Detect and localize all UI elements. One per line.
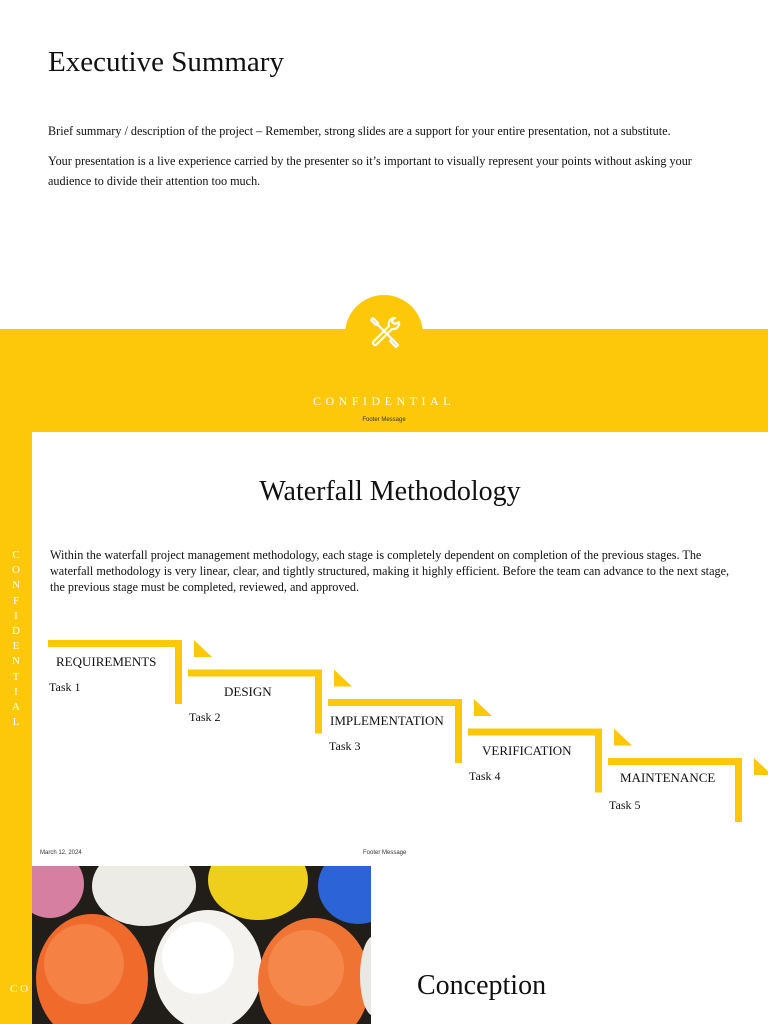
step-label: DESIGN xyxy=(224,683,272,699)
slide-title-waterfall: Waterfall Methodology xyxy=(259,476,521,507)
slide-date: March 12, 2024 xyxy=(40,850,82,856)
slide-title-conception: Conception xyxy=(417,970,547,1001)
task-label: Task 2 xyxy=(189,709,221,724)
step-label: MAINTENANCE xyxy=(620,770,716,785)
summary-paragraph-1: Brief summary / description of the project – Remember, strong slides are a support for your entire presentation, not a substitute. xyxy=(48,124,671,138)
slide-footer-message: Footer Message xyxy=(363,850,407,856)
step-label: VERIFICATION xyxy=(482,742,572,758)
side-confidential-partial: C O xyxy=(10,983,29,995)
task-label: Task 4 xyxy=(469,768,501,783)
tools-icon xyxy=(364,313,404,349)
task-label: Task 1 xyxy=(49,680,81,694)
confidential-label: CONFIDENTIAL xyxy=(313,394,455,408)
waterfall-description: Within the waterfall project management methodology, each stage is completely dependent on completion of the previous stages. The waterfall methodology is very linear, clear, and tightly structured, making it highly efficient. Before the team can advance to the next stage, the previous stage must be completed, reviewed, and approved. xyxy=(50,548,730,594)
task-label: Task 3 xyxy=(329,739,361,753)
step-label: REQUIREMENTS xyxy=(56,654,157,669)
step-label: IMPLEMENTATION xyxy=(330,713,444,728)
summary-paragraph-2: Your presentation is a live experience carried by the presenter so it’s important to visually represent your points without asking your audience to divide their attention too much. xyxy=(48,154,692,188)
slide-title-executive-summary: Executive Summary xyxy=(48,46,284,78)
side-confidential-label: C O N F I D E N T I A L xyxy=(12,549,20,729)
hard-hats-photo xyxy=(32,866,371,1024)
band-footer-message: Footer Message xyxy=(362,417,406,423)
task-label: Task 5 xyxy=(609,798,641,812)
